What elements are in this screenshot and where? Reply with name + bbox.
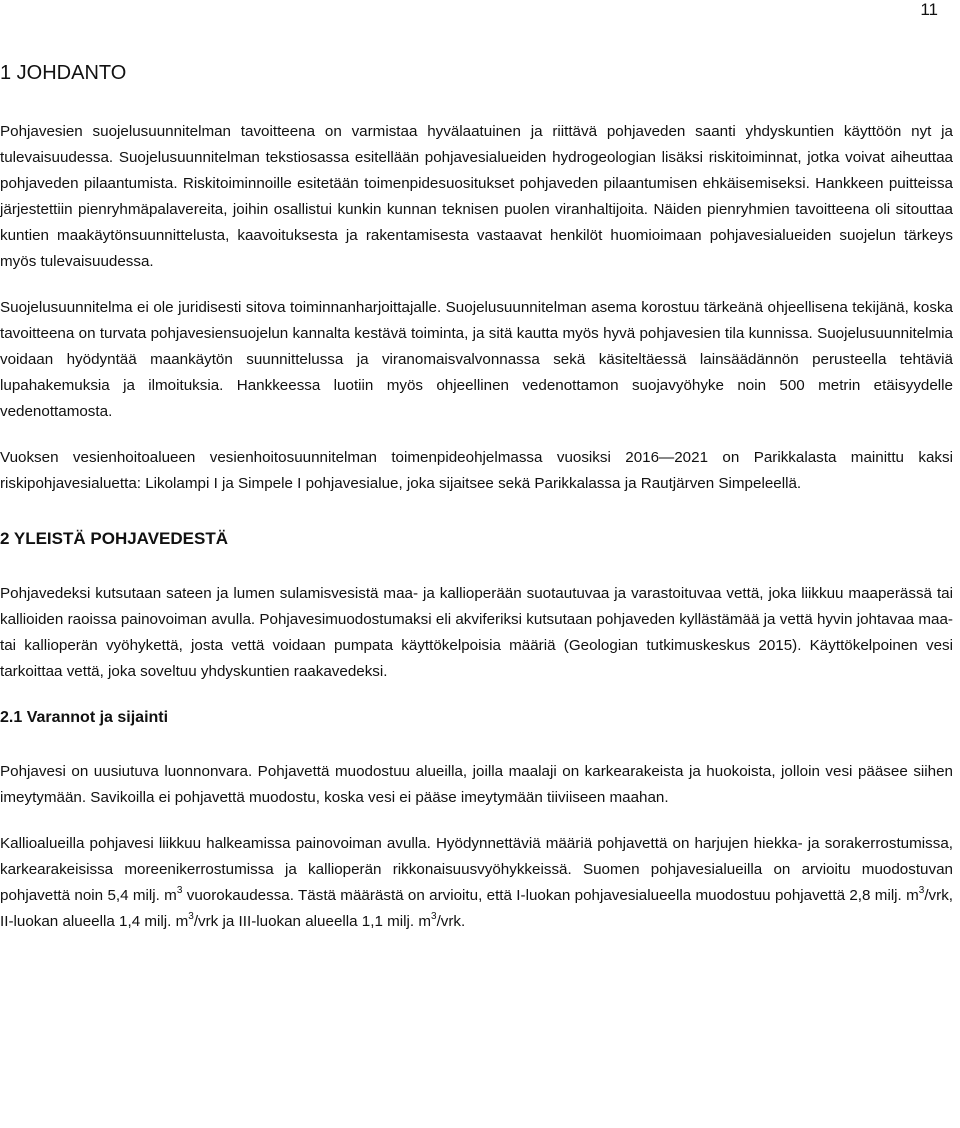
- superscript-3: 3: [918, 885, 925, 896]
- superscript-3: 3: [431, 911, 437, 922]
- superscript-3: 3: [188, 911, 194, 922]
- section-heading-varannot-ja-sijainti: 2.1 Varannot ja sijainti: [0, 709, 169, 726]
- paragraph-text-part: /vrk.: [436, 913, 466, 930]
- section-2-1-paragraph-2: [0, 831, 953, 935]
- section-2-1-paragraph-1: Pohjavesi on uusiutuva luonnonvara. Pohjavettä muodostuu alueilla, joilla maalaji on karkearakeista ja huokoista, jolloin vesi pääsee siihen imeytymään. Savikoilla ei pohjavettä muodostu, koska vesi ei pääse imeytymään tiiviiseen maahan.: [0, 763, 953, 806]
- paragraph-text-part: /vrk, II-luokan alueella 1,4 milj. m: [0, 887, 954, 930]
- superscript-3: 3: [176, 885, 183, 896]
- section-2-paragraph: Pohjavedeksi kutsutaan sateen ja lumen sulamisvesistä maa- ja kallioperään suotautuvaa ja varastoituvaa vettä, joka liikkuu maaperässä tai kallioiden raoissa painovoiman avulla. Pohjavesimuodostumaksi eli akviferiksi kutsutaan pohjaveden kyllästämää ja vettä hyvin johtavaa maa- tai kallioperän vyöhykettä, josta vettä voidaan pumpata käyttökelpoisia määriä (Geologian tutkimuskeskus 2015). Käyttökelpoinen vesi tarkoittaa vettä, joka soveltuu yhdyskuntien raakavedeksi.: [0, 585, 953, 680]
- document-body: [0, 58, 953, 935]
- chapter-heading-johdanto: 1 JOHDANTO: [0, 62, 127, 84]
- paragraph-text-part: /vrk ja III-luokan alueella 1,1 milj. m: [193, 913, 431, 930]
- intro-paragraph-1: Pohjavesien suojelusuunnitelman tavoitteena on varmistaa hyvälaatuinen ja riittävä pohjaveden saanti yhdyskuntien käyttöön nyt ja tulevaisuudessa. Suojelusuunnitelman tekstiosassa esitellään pohjavesialueiden hydrogeologian lisäksi riskitoiminnat, jotka voivat aiheuttaa pohjaveden pilaantumista. Riskitoiminnoille esitetään toimenpidesuositukset pohjaveden pilaantumisen ehkäisemiseksi. Hankkeen puitteissa järjestettiin pienryhmäpalavereita, joihin osallistui kunkin kunnan teknisen puolen viranhaltijoita. Näiden pienryhmien tavoitteena oli sitouttaa kuntien maakäytönsuunnittelusta, kaavoituksesta ja rakentamisesta vastaavat henkilöt huomioimaan pohjavesialueiden suojelun tärkeys myös tulevaisuudessa.: [0, 123, 953, 270]
- paragraph-text-part: Kallioalueilla pohjavesi liikkuu halkeamissa painovoiman avulla. Hyödynnettäviä määriä pohjavettä on harjujen hiekka- ja sorakerrostumissa, karkearakeisissa moreenikerrostumissa ja kallioperän rikkonaisuusvyöhykkeissä. Suomen pohjavesialueilla on arvioitu muodostuvan pohjavettä noin 5,4 milj. m: [0, 835, 953, 904]
- paragraph-text-part: vuorokaudessa. Tästä määrästä on arvioitu, että I-luokan pohjavesialueella muodostuu pohjavettä 2,8 milj. m: [182, 887, 919, 904]
- intro-paragraph-3: Vuoksen vesienhoitoalueen vesienhoitosuunnitelman toimenpideohjelmassa vuosiksi 2016—2021 on Parikkalasta mainittu kaksi riskipohjavesialuetta: Likolampi I ja Simpele I pohjavesialue, joka sijaitsee sekä Parikkalassa ja Rautjärven Simpeleellä.: [0, 449, 953, 492]
- chapter-heading-yleista-pohjavedesta: 2 YLEISTÄ POHJAVEDESTÄ: [0, 529, 228, 548]
- intro-paragraph-2: Suojelusuunnitelma ei ole juridisesti sitova toiminnanharjoittajalle. Suojelusuunnitelman asema korostuu tärkeänä ohjeellisena tekijänä, koska tavoitteena on turvata pohjavesiensuojelun kannalta kestävä toiminta, ja sitä kautta myös hyvä pohjavesien tila kunnissa. Suojelusuunnitelmia voidaan hyödyntää maankäytön suunnittelussa ja viranomaisvalvonnassa sekä käsiteltäessä lainsäädännön perusteella tehtäviä lupahakemuksia ja ilmoituksia. Hankkeessa luotiin myös ohjeellinen vedenottamon suojavyöhyke noin 500 metrin etäisyydelle vedenottamosta.: [0, 299, 953, 420]
- page-number: 11: [920, 0, 938, 19]
